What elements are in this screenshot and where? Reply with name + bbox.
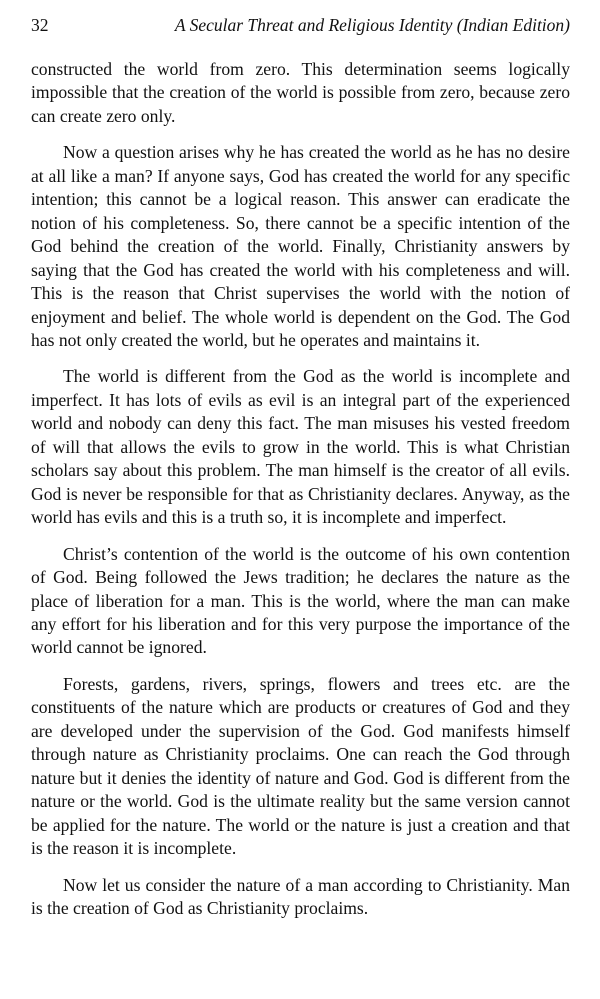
paragraph: The world is different from the God as the world is incomplete and imperfect. It has lots of evils as evil is an integral part of the experienced world and nobody can deny this fact. The man misuses his vested freedom of will that allows the evils to grow in the world. This is what Christian scholars say about this problem. The man himself is the creator of all evils. God is never be responsible for that as Christianity declares. Anyway, as the world has evils and this is a truth so, it is incomplete and imperfect. bbox=[31, 366, 570, 528]
paragraph: Forests, gardens, rivers, springs, flowers and trees etc. are the constituents of the nature which are products or creatures of God and they are developed under the supervision of the God. God manifests himself through nature as Christianity proclaims. One can reach the God through nature but it denies the identity of nature and God. God is different from the nature or the world. God is the ultimate reality but the same version cannot be applied for the nature. The world or the nature is just a creation and that is the reason it is incomplete. bbox=[31, 673, 570, 859]
page-number: 32 bbox=[31, 15, 49, 35]
running-header bbox=[31, 14, 570, 38]
running-title: A Secular Threat and Religious Identity (Indian Edition) bbox=[174, 15, 570, 35]
paragraph: Christ’s contention of the world is the outcome of his own contention of God. Being followed the Jews tradition; he declares the nature as the place of liberation for a man. This is the world, where the man can make any effort for his liberation and for this very purpose the importance of the world cannot be ignored. bbox=[31, 543, 570, 658]
paragraph: Now a question arises why he has created the world as he has no desire at all like a man? If anyone says, God has created the world for any specific intention; this cannot be a logical reason. This answer can eradicate the notion of his completeness. So, there cannot be a specific intention of the God behind the creation of the world. Finally, Christianity answers by saying that the God has created the world with his completeness and will. This is the reason that Christ supervises the world with the notion of enjoyment and belief. The whole world is dependent on the God. The God has not only created the world, but he operates and maintains it. bbox=[31, 142, 570, 350]
body-text bbox=[31, 58, 570, 920]
book-page bbox=[31, 14, 570, 933]
paragraph-continued: constructed the world from zero. This determination seems logically impossible that the creation of the world is possible from zero, because zero can create zero only. bbox=[31, 59, 570, 126]
paragraph: Now let us consider the nature of a man according to Christianity. Man is the creation of God as Christianity proclaims. bbox=[31, 874, 570, 918]
